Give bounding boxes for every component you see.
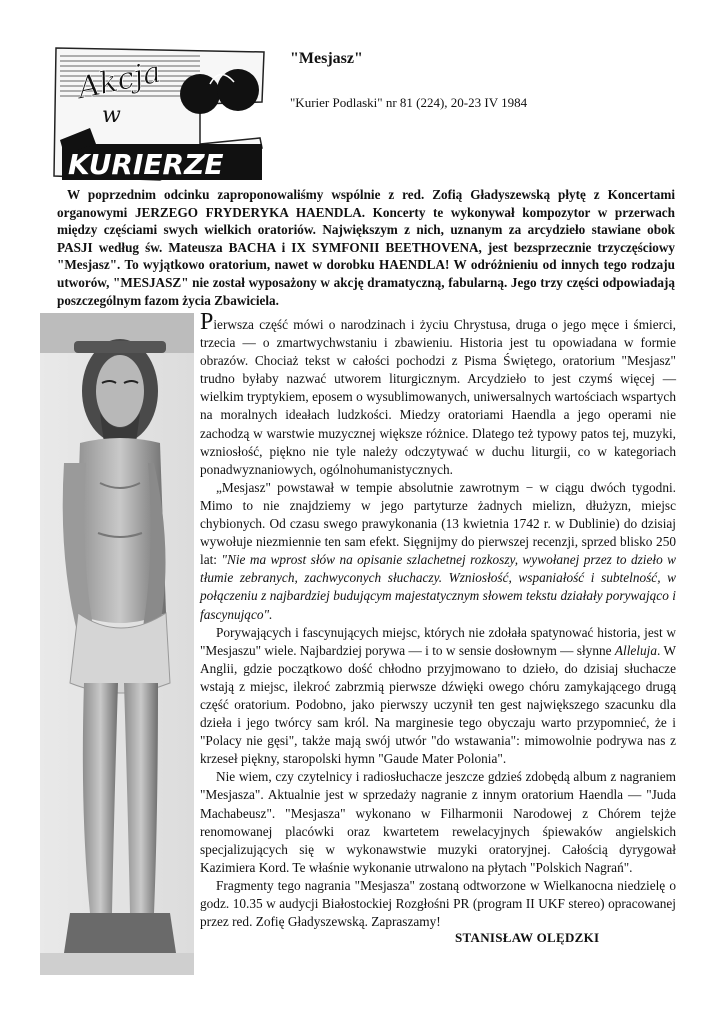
logo-kurierze: KURIERZE (68, 148, 224, 181)
article-title: "Mesjasz" (290, 50, 363, 67)
alleluja-italic: Alleluja (614, 642, 657, 658)
article-body (200, 309, 676, 931)
paragraph-5: Fragmenty tego nagrania "Mesjasza" zostaną odtworzone w Wielkanocna niedzielę o godz. 10.35 w audycji Białostockiej Rozgłośni PR (program II UKF stereo) opracowanej przez red. Zofię Gładyszewską. Zapraszamy! (200, 877, 676, 930)
lead-paragraph: W poprzednim odcinku zaproponowaliśmy wspólnie z red. Zofią Gładyszewską płytę z Koncertami organowymi JERZEGO FRYDERYKA HAENDLA. Koncerty te wykonywał kompozytor w przerwach między częściami swych wielkich oratoriów. Największym z nich, uznanym za arcydzieło stawiane obok PASJI według św. Mateusza BACHA i IX SYMFONII BEETHOVENA, jest bezsprzecznie trzyczęściowy "Mesjasz". To wyjątkowo oratorium, nawet w dorobku HAENDLA! W odróżnieniu od innych tego rodzaju utworów, "MESJASZ" nie został wyposażony w akcję dramatyczną, fabularną. Jego trzy części odpowiadają poszczególnym fazom życia Zbawiciela. (57, 187, 675, 308)
review-quote: "Nie ma wprost słów na opisanie szlachetnej rozkoszy, wywołanej przez to dzieło w tłumie zebranych, zachwyconych słuchaczy. Wzniosłość, wspaniałość i subtelność, w połączeniu z najbardziej budującym majestatycznym słowem tekstu działały porywająco i fascynująco". (200, 552, 676, 622)
paragraph-2: „Mesjasz" powstawał w tempie absolutnie zawrotnym − w ciągu dwóch tygodni. Mimo to nie znajdziemy w jego partyturze żadnych mielizn, dłużyzn, miejsc chybionych. Od czasu swego prawykonania (13 kwietnia 1742 r. w Dublinie) do dzisiaj wywołuje niezmiennie ten sam efekt. Sięgnijmy do pierwszej recenzji, sprzed blisko 250 lat: "Nie ma wprost słów na opisanie szlachetnej rozkoszy, wywołanej przez to dzieło w tłumie zebranych, zachwyconych słuchaczy. Wzniosłość, wspaniałość i subtelność, w połączeniu z najbardziej budującym majestatycznym słowem tekstu działały porywająco i fascynująco". (200, 479, 676, 622)
kurier-logo (50, 44, 272, 181)
logo-w: w (102, 103, 121, 128)
sculpture-photo (40, 313, 194, 975)
paragraph-4: Nie wiem, czy czytelnicy i radiosłuchacze jeszcze gdzieś zdobędą album z nagraniem "Mesjasza". Aktualnie jest w sprzedaży nagranie z innym oratorium Haendla — "Juda Machabeusz". "Mesjasza" wykonano w Filharmonii Narodowej z Chórem tejże renomowanej placówki oraz kwartetem rewelacyjnych śpiewaków angielskich specjalizujących się w wykonawstwie muzyki oratoryjnej. Całością dyrygował Kazimiera Kord. Te właśnie wykonanie utrwalono na płytach "Polskich Nagrań". (200, 769, 676, 875)
paragraph-3: Porywających i fascynujących miejsc, których nie zdołała spatynować historia, jest w "Mesjaszu" wiele. Najbardziej porywa — i to w sensie dosłownym — słynne Alleluja. W Anglii, gdzie początkowo dość chłodno przyjmowano to dzieło, do dzisiaj słuchacze wstają z miejsc, ilekroć zabrzmią pierwsze dźwięki owego chóru zamykającego drugą część oratorium. Podobno, jako pierwszy uczynił ten gest największego szacunku dla dzieła i jego twórcy sam król. Na marginesie tego obyczaju warto przypomnieć, że i "Polacy nie gęsi", także mają swój utwór "do wstawania": mimowolnie podrywa nas z krzeseł piękny, staropolski hymn "Gaude Mater Polonia". (200, 624, 676, 767)
author-signature: STANISŁAW OLĘDZKI (455, 930, 600, 945)
article-source: "Kurier Podlaski" nr 81 (224), 20-23 IV 1984 (290, 95, 528, 110)
drop-cap: P (200, 309, 214, 335)
logo-akcja: Akcja (74, 54, 165, 107)
paragraph-1: Pierwsza część mówi o narodzinach i życiu Chrystusa, druga o jego męce i śmierci, trzecia — o zmartwychwstaniu i zbawieniu. Historia jest tu opowiadana w formie obrazów. Chociaż tekst w całości pochodzi z Pisma Świętego, oratorium "Mesjasz" trudno byłaby nazwać utworem liturgicznym. Arcydzieło to jest czymś więcej — wielkim tryptykiem, eposem o wysublimowanych, uniwersalnych wartościach wspartych na moralnych ideałach ludzkości. Miedzy oratoriami Haendla a jego operami nie zachodzą w warstwie muzycznej większe różnice. Dlatego też typowy patos tej, muzyki, wzniosłość, piękno nie tyle należy odczytywać w duchu liturgii, co w kategoriach ponadwyznaniowych, ogólnohumanistycznych. (200, 309, 676, 477)
